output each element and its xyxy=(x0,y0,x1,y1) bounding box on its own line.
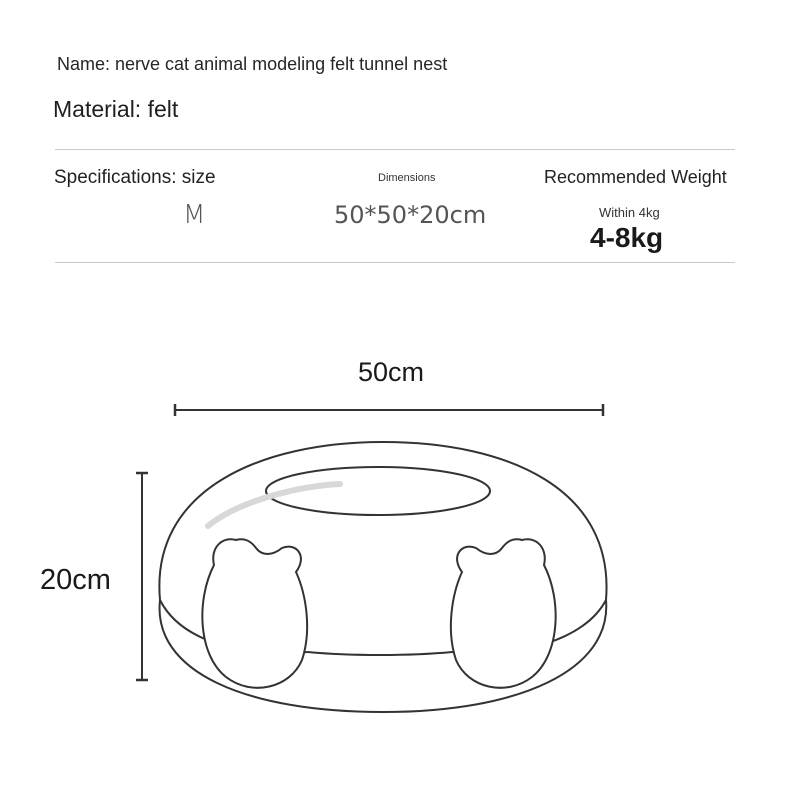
height-label: 20cm xyxy=(40,564,111,596)
recommended-weight-header: Recommended Weight xyxy=(544,167,727,187)
width-dimension-line xyxy=(175,404,603,416)
dimensions-value: 50*50*20cm xyxy=(334,201,487,229)
height-dimension-line xyxy=(136,473,148,680)
weight-value: 4-8kg xyxy=(590,222,664,253)
width-label: 50cm xyxy=(358,357,425,387)
size-value: M xyxy=(183,200,206,230)
product-material: Material: felt xyxy=(53,96,179,122)
weight-note: Within 4kg xyxy=(599,205,660,220)
spec-size-header: Specifications: size xyxy=(54,167,216,188)
tunnel-nest-drawing xyxy=(159,442,606,712)
product-name: Name: nerve cat animal modeling felt tunnel nest xyxy=(57,54,448,74)
dimensions-header: Dimensions xyxy=(378,172,436,184)
